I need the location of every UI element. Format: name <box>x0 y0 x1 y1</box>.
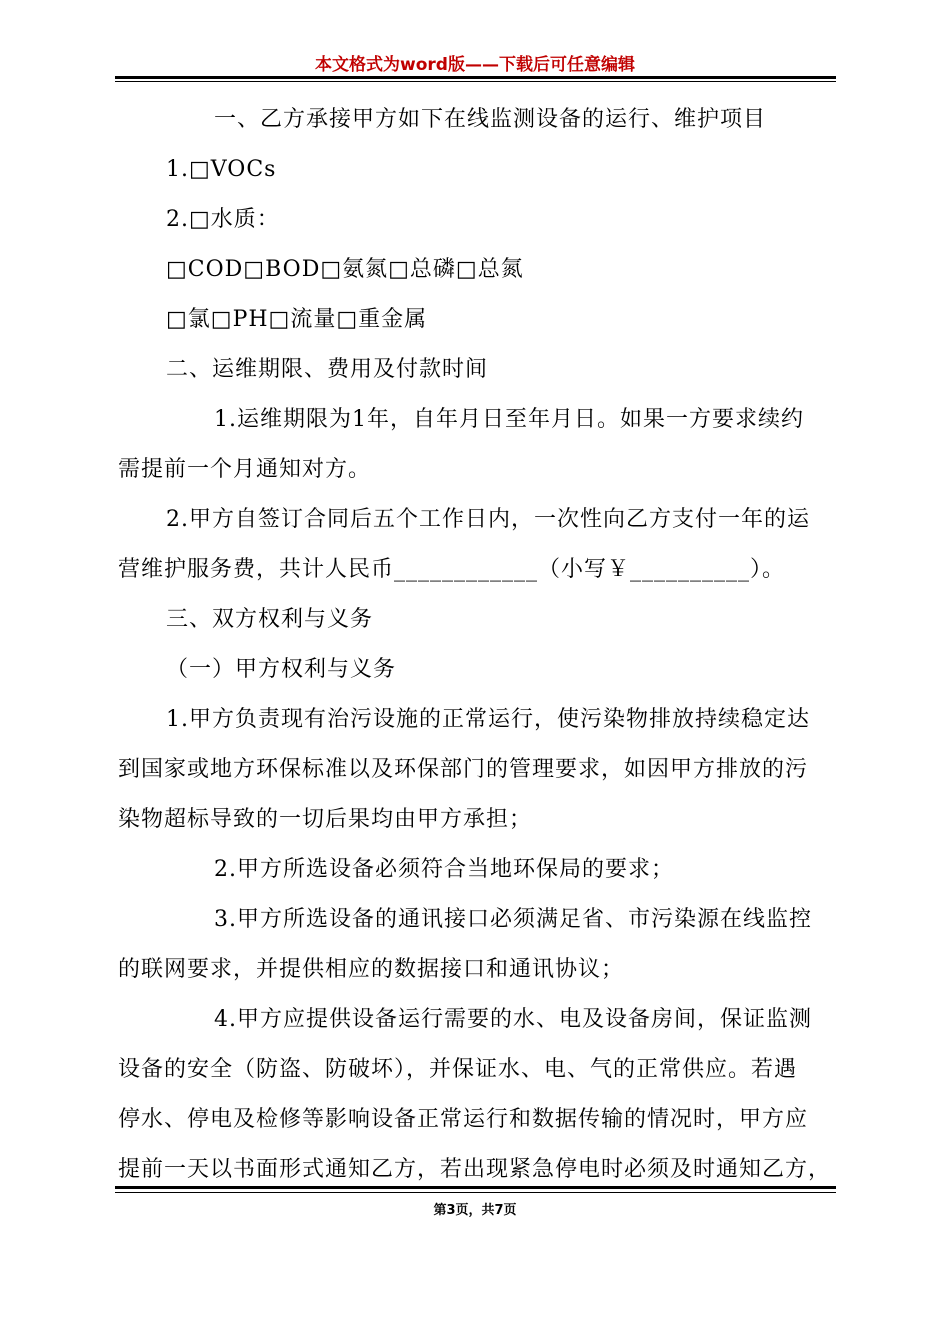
paragraph-term-cont: 需提前一个月通知对方。 <box>118 457 372 482</box>
paragraph-a2: 2.甲方所选设备必须符合当地环保局的要求； <box>214 857 674 882</box>
section-heading-2: 二、运维期限、费用及付款时间 <box>166 357 489 382</box>
item-water-quality: 2.□水质： <box>166 207 280 232</box>
paragraph-term: 1.运维期限为1年，自年月日至年月日。如果一方要求续约 <box>214 407 804 432</box>
paragraph-payment: 2.甲方自签订合同后五个工作日内，一次性向乙方支付一年的运 <box>166 507 810 532</box>
water-quality-options-1: □COD□BOD□氨氮□总磷□总氮 <box>166 257 524 282</box>
water-quality-options-2: □氯□PH□流量□重金属 <box>166 307 428 332</box>
page-header-notice: 本文格式为word版——下载后可任意编辑 <box>315 55 635 75</box>
paragraph-a1-cont-2: 染物超标导致的一切后果均由甲方承担； <box>118 807 533 832</box>
item-vocs: 1.□VOCs <box>166 157 277 182</box>
footer-rule-thin <box>115 1192 836 1193</box>
paragraph-a3: 3.甲方所选设备的通讯接口必须满足省、市污染源在线监控 <box>214 907 812 932</box>
footer-rule-thick <box>115 1186 836 1189</box>
paragraph-a4: 4.甲方应提供设备运行需要的水、电及设备房间，保证监测 <box>214 1007 812 1032</box>
header-rule-thin <box>115 81 836 82</box>
paragraph-a3-cont: 的联网要求，并提供相应的数据接口和通讯协议； <box>118 957 625 982</box>
paragraph-a4-cont-3: 提前一天以书面形式通知乙方，若出现紧急停电时必须及时通知乙方， <box>118 1157 832 1182</box>
header-rule-thick <box>115 76 836 79</box>
paragraph-a4-cont-1: 设备的安全（防盗、防破坏），并保证水、电、气的正常供应。若遇 <box>118 1057 798 1082</box>
paragraph-a4-cont-2: 停水、停电及检修等影响设备正常运行和数据传输的情况时，甲方应 <box>118 1107 809 1132</box>
paragraph-payment-cont: 营维护服务费，共计人民币____________（小写￥__________）。 <box>118 557 786 582</box>
subsection-heading-a: （一）甲方权利与义务 <box>166 657 397 682</box>
document-body <box>118 95 834 1195</box>
section-heading-1: 一、乙方承接甲方如下在线监测设备的运行、维护项目 <box>214 107 767 132</box>
section-heading-3: 三、双方权利与义务 <box>166 607 374 632</box>
paragraph-a1: 1.甲方负责现有治污设施的正常运行，使污染物排放持续稳定达 <box>166 707 810 732</box>
page-number: 第3页，共7页 <box>433 1203 517 1218</box>
paragraph-a1-cont-1: 到国家或地方环保标准以及环保部门的管理要求，如因甲方排放的污 <box>118 757 809 782</box>
